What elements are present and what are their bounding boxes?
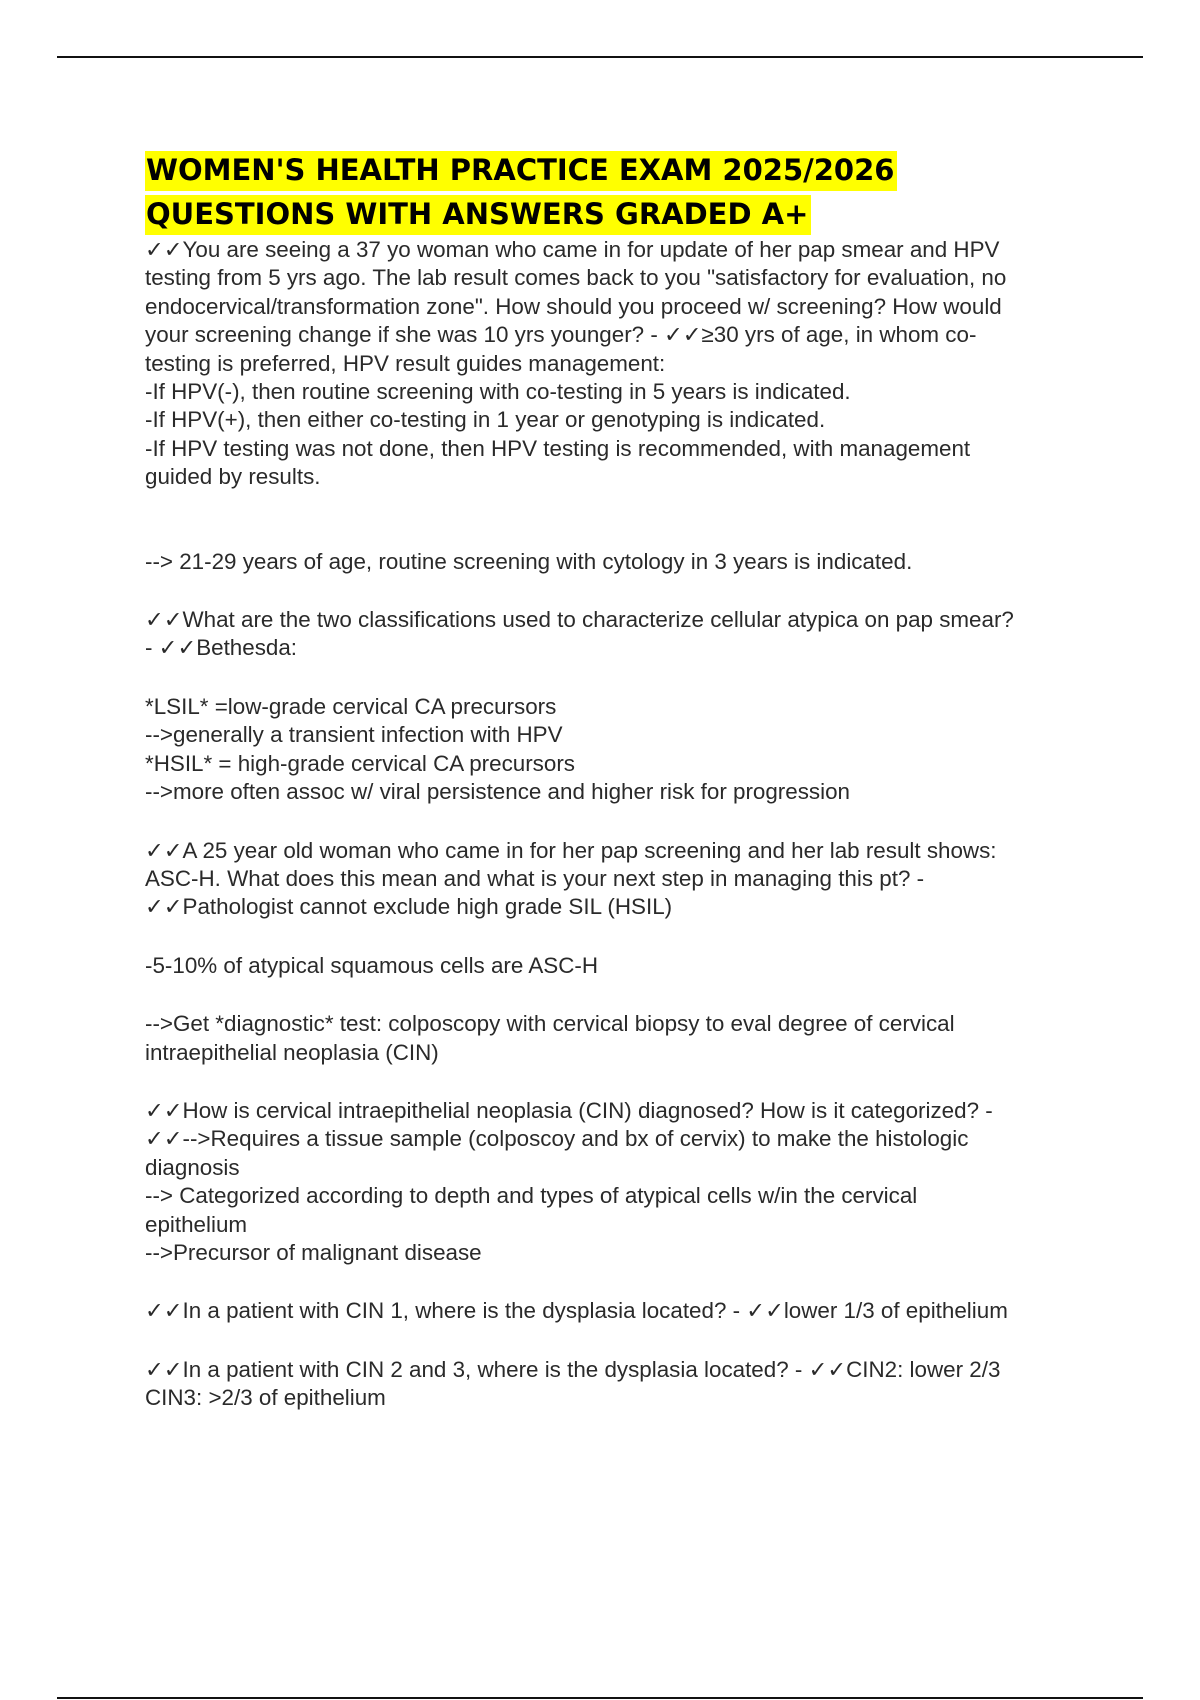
title-line-2: QUESTIONS WITH ANSWERS GRADED A+ [145, 195, 811, 235]
title-line-1: WOMEN'S HEALTH PRACTICE EXAM 2025/2026 [145, 151, 897, 191]
qa-item-3-detail: -5-10% of atypical squamous cells are ASC-H [145, 952, 598, 978]
qa-item-3-next-step: -->Get *diagnostic* test: colposcopy with cervical biopsy to eval degree of cervical intraepithelial neoplasia (CIN) [145, 1011, 955, 1065]
header-rule [57, 56, 1143, 58]
qa-item-2: ✓✓What are the two classifications used to characterize cellular atypica on pap smear? - ✓✓Bethesda: [145, 607, 1014, 661]
qa-item-3: ✓✓A 25 year old woman who came in for her pap screening and her lab result shows: ASC-H. What does this mean and what is your next step in managing this pt? - ✓✓Pathologist cannot exclude high grade SIL (HSIL) [145, 837, 997, 920]
qa-item-2-detail: *LSIL* =low-grade cervical CA precursors -->generally a transient infection with HPV *HSIL* = high-grade cervical CA precursors -->more often assoc w/ viral persistence and higher risk for progression [145, 693, 850, 805]
qa-item-1: ✓✓You are seeing a 37 yo woman who came in for update of her pap smear and HPV testing from 5 yrs ago. The lab result comes back to you "satisfactory for evaluation, no endocervical/transformation zone". How should you proceed w/ screening? How would your screening change if she was 10 yrs younger? - ✓✓≥30 yrs of age, in whom co- testing is preferred, HPV result guides management: -If HPV(-), then routine screening with co-testing in 5 years is indicated. -If HPV(+), then either co-testing in 1 year or genotyping is indicated. -If HPV testing was not done, then HPV testing is recommended, with management guided by results. [145, 237, 1007, 490]
document-title [145, 148, 1095, 236]
footer-rule [57, 1697, 1143, 1699]
qa-item-6: ✓✓In a patient with CIN 2 and 3, where is the dysplasia located? - ✓✓CIN2: lower 2/3 CIN3: >2/3 of epithelium [145, 1356, 1001, 1411]
qa-item-4: ✓✓How is cervical intraepithelial neoplasia (CIN) diagnosed? How is it categorized? - ✓✓-->Requires a tissue sample (colposcoy and bx of cervix) to make the histologic diagnosis --> Categorized according to depth and types of atypical cells w/in the cervical epithelium -->Precursor of malignant disease [145, 1097, 993, 1265]
qa-item-1-followup: --> 21-29 years of age, routine screening with cytology in 3 years is indicated. [145, 548, 913, 574]
qa-item-5: ✓✓In a patient with CIN 1, where is the dysplasia located? - ✓✓lower 1/3 of epithelium [145, 1298, 1008, 1324]
document-body [145, 148, 1095, 1413]
